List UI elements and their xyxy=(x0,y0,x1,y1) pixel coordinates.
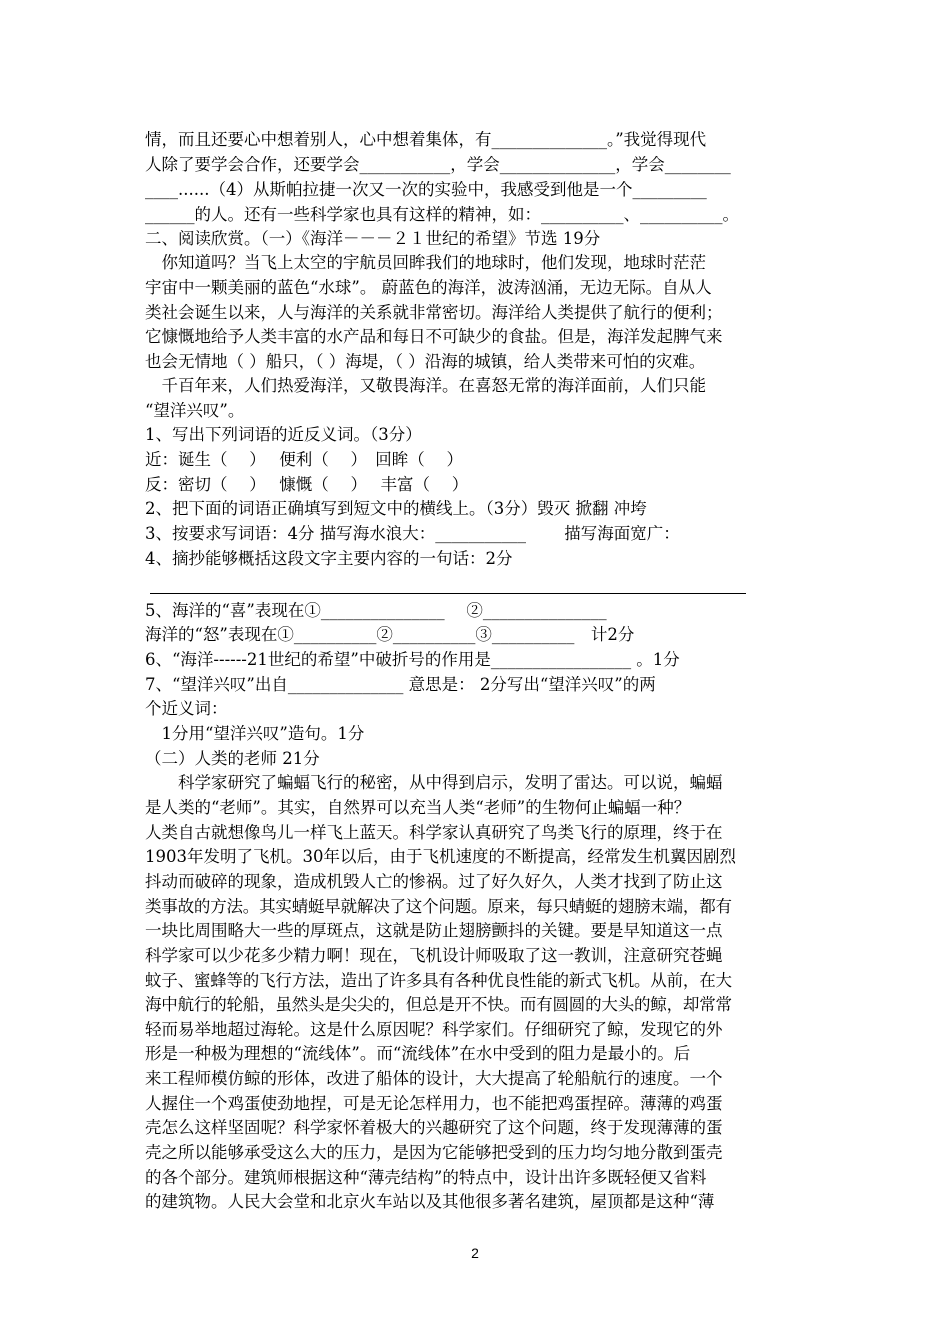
text-line: 人除了要学会合作，还要学会___________，学会______________，学会________ xyxy=(145,155,731,174)
question-5-continued: 海洋的“怒”表现在①__________②__________③__________ 计2分 xyxy=(145,625,635,644)
question-7-continued: 个近义词： xyxy=(145,699,228,718)
text-line: ______的人。还有一些科学家也具有这样的精神，如：__________、__________。 xyxy=(145,205,739,224)
text-line: “望洋兴叹”。 xyxy=(145,401,245,420)
question-2: 2、把下面的词语正确填写到短文中的横线上。（3分）毁灭 掀翻 冲垮 xyxy=(145,499,647,518)
text-line: 千百年来，人们热爱海洋，又敬畏海洋。在喜怒无常的海洋面前，人们只能 xyxy=(145,376,706,395)
text-line: 壳怎么这样坚固呢？科学家怀着极大的兴趣研究了这个问题，终于发现薄薄的蛋 xyxy=(145,1118,723,1137)
question-5: 5、海洋的“喜”表现在①_______________ ②_______________ xyxy=(145,601,607,620)
text-line: 来工程师模仿鲸的形体，改进了船体的设计，大大提高了轮船航行的速度。一个 xyxy=(145,1069,723,1088)
text-line: 轻而易举地超过海轮。这是什么原因呢？科学家们。仔细研究了鲸，发现它的外 xyxy=(145,1020,723,1039)
text-line: 人类自古就想像鸟儿一样飞上蓝天。科学家认真研究了鸟类飞行的原理，终于在 xyxy=(145,823,723,842)
text-line: 宇宙中一颗美丽的蓝色“水球”。 蔚蓝色的海洋，波涛汹涌，无边无际。自从人 xyxy=(145,278,712,297)
text-line: 壳之所以能够承受这么大的压力，是因为它能够把受到的压力均匀地分散到蛋壳 xyxy=(145,1143,723,1162)
text-line: 海中航行的轮船，虽然头是尖尖的，但总是开不快。而有圆圆的大头的鲸，却常常 xyxy=(145,995,732,1014)
text-line: 形是一种极为理想的“流线体”。而“流线体”在水中受到的阻力是最小的。后 xyxy=(145,1044,691,1063)
text-line: 人握住一个鸡蛋使劲地捏，可是无论怎样用力，也不能把鸡蛋捏碎。薄薄的鸡蛋 xyxy=(145,1094,723,1113)
text-line: 抖动而破碎的现象，造成机毁人亡的惨祸。过了好久好久，人类才找到了防止这 xyxy=(145,872,723,891)
question-1-antonyms: 反：密切（ ） 慷慨（ ） 丰富（ ） xyxy=(145,475,469,494)
question-1: 1、写出下列词语的近反义词。（3分） xyxy=(145,425,422,444)
text-line: 是人类的“老师”。其实，自然界可以充当人类“老师”的生物何止蝙蝠一种？ xyxy=(145,798,691,817)
text-line: 类社会诞生以来，人与海洋的关系就非常密切。海洋给人类提供了航行的便利； xyxy=(145,303,723,322)
question-3: 3、按要求写词语：4分 描写海水浪大：___________ 描写海面宽广： xyxy=(145,524,680,543)
text-line: ____......（4）从斯帕拉捷一次又一次的实验中，我感受到他是一个_________ xyxy=(145,180,707,199)
question-6: 6、“海洋------21世纪的希望”中破折号的作用是_________________ 。1分 xyxy=(145,650,680,669)
text-line: 你知道吗？当飞上太空的宇航员回眸我们的地球时，他们发现，地球时茫茫 xyxy=(145,253,706,272)
text-line: 科学家研究了蝙蝠飞行的秘密，从中得到启示，发明了雷达。可以说，蝙蝠 xyxy=(145,773,723,792)
text-line: 它慷慨地给予人类丰富的水产品和每日不可缺少的食盐。但是，海洋发起脾气来 xyxy=(145,327,723,346)
text-line: 的各个部分。建筑师根据这种“薄壳结构”的特点中，设计出许多既轻便又省料 xyxy=(145,1168,707,1187)
text-line: 的建筑物。人民大会堂和北京火车站以及其他很多著名建筑，屋顶都是这种“薄 xyxy=(145,1192,715,1211)
section-heading: 二、阅读欣赏。（一）《海洋－－－２１世纪的希望》节选 19分 xyxy=(145,229,601,248)
text-line: 一块比周围略大一些的厚斑点，这就是防止翅膀颤抖的关键。要是早知道这一点 xyxy=(145,921,723,940)
text-line: 科学家可以少花多少精力啊！现在，飞机设计师吸取了这一教训，注意研究苍蝇 xyxy=(145,946,723,965)
text-line: 情，而且还要心中想着别人，心中想着集体，有______________。”我觉得现代 xyxy=(145,130,707,149)
text-line: 蚊子、蜜蜂等的飞行方法，造出了许多具有各种优良性能的新式飞机。从前，在大 xyxy=(145,971,732,990)
question-4: 4、摘抄能够概括这段文字主要内容的一句话：2分 xyxy=(145,549,513,568)
text-line: 1903年发明了飞机。30年以后，由于飞机速度的不断提高，经常发生机翼因剧烈 xyxy=(145,847,736,866)
text-line: 也会无情地（ ）船只，（ ）海堤，（ ）沿海的城镇，给人类带来可怕的灾难。 xyxy=(145,352,706,371)
section-heading: （二）人类的老师 21分 xyxy=(145,749,320,768)
page-number: 2 xyxy=(471,1245,479,1261)
question-7: 7、“望洋兴叹”出自______________ 意思是： 2分写出“望洋兴叹”的两 xyxy=(145,675,656,694)
answer-line xyxy=(150,593,746,594)
question-7-sentence: 1分用“望洋兴叹”造句。1分 xyxy=(145,724,365,743)
text-line: 类事故的方法。其实蜻蜓早就解决了这个问题。原来，每只蜻蜓的翅膀末端，都有 xyxy=(145,897,732,916)
question-1-synonyms: 近：诞生（ ） 便利（ ） 回眸（ ） xyxy=(145,450,463,469)
